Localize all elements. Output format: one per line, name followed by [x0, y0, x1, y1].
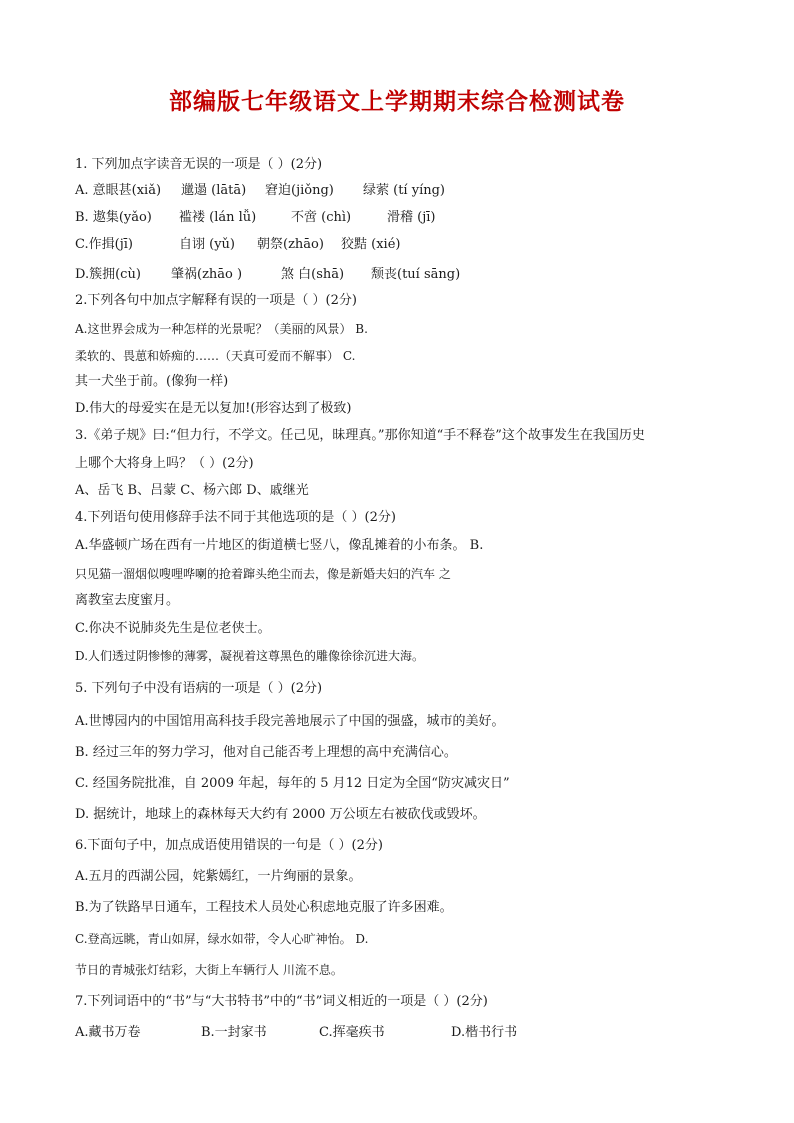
question-5-option-c: C. 经国务院批准，自 2009 年起，每年的 5 月12 日定为全国“防灾减灾日” [75, 776, 510, 791]
question-6-stem: 6.下面句子中，加点成语使用错误的一句是（ ）(2分) [75, 838, 383, 853]
question-4-option-c: C.你决不说肺炎先生是位老侠士。 [75, 621, 271, 636]
question-4-option-a: A.华盛顿广场在西有一片地区的街道横七竖八，像乱摊着的小布条。 B. [75, 538, 484, 553]
option-c-item-1: C.作揖(jī) [75, 237, 133, 252]
question-4-option-b-line-2: 离教室去度蜜月。 [75, 593, 180, 608]
option-b-item-2: 褴褛 (lán lǚ) [179, 210, 257, 225]
option-b-item-4: 滑稽 (jī) [387, 210, 436, 225]
option-c-item-3: 朝祭(zhāo) [257, 237, 324, 252]
question-1-option-c [75, 236, 400, 254]
option-d-item-3: 煞 白(shā) [281, 267, 345, 282]
question-1-option-d [75, 266, 460, 284]
question-5-option-a: A.世博园内的中国馆用高科技手段完善地展示了中国的强盛，城市的美好。 [75, 714, 505, 729]
question-7-options [75, 1024, 517, 1042]
option-a-item-3: 窘迫(jiǒng) [265, 183, 334, 198]
question-5-stem: 5. 下列句子中没有语病的一项是（ ）(2分) [75, 681, 323, 696]
question-3-options: A、岳飞 B、吕蒙 C、杨六郎 D、戚继光 [75, 483, 309, 498]
question-5-option-d: D. 据统计，地球上的森林每天大约有 2000 万公顷左右被砍伐或毁坏。 [75, 807, 486, 822]
option-c-item-2: 自诩 (yǔ) [179, 237, 235, 252]
question-2-option-c: 其一犬坐于前。(像狗一样) [75, 374, 229, 389]
question-3-stem-line-1: 3.《弟子规》曰:“但力行，不学文。任己见，昧理真。”那你知道“手不释卷”这个故事发生在我国历史 [75, 428, 645, 443]
question-1-option-b [75, 209, 435, 227]
option-d-item-2: 肇祸(zhāo ) [171, 267, 243, 282]
option-c-item-4: 狡黠 (xié) [341, 237, 401, 252]
option-a-item-4: 绿萦 (tí yíng) [363, 183, 445, 198]
question-4-option-b-line-1: 只见猫一溜烟似嗖哩哗喇的抢着蹿头绝尘而去，像是新婚夫妇的汽车 之 [75, 567, 451, 581]
question-1-option-a [75, 182, 445, 200]
question-5-option-b: B. 经过三年的努力学习，他对自己能否考上理想的高中充满信心。 [75, 745, 457, 760]
option-a-item-1: A. 意眼甚(xiǎ) [75, 183, 162, 198]
question-6-option-a: A.五月的西湖公园，姹紫嫣红，一片绚丽的景象。 [75, 869, 362, 884]
question-7-option-b: B.一封家书 [201, 1025, 267, 1040]
question-7-option-c: C.挥毫疾书 [319, 1025, 385, 1040]
question-7-option-d: D.楷书行书 [451, 1025, 518, 1040]
question-2-option-d: D.伟大的母爱实在是无以复加!(形容达到了极致) [75, 401, 352, 416]
question-2-stem: 2.下列各句中加点字解释有误的一项是（ ）(2分) [75, 293, 357, 308]
question-6-option-b: B.为了铁路早日通车，工程技术人员处心积虑地克服了许多困难。 [75, 900, 453, 915]
question-7-stem: 7.下列词语中的“书”与“大书特书”中的“书”词义相近的一项是（ ）(2分) [75, 994, 488, 1009]
option-b-item-3: 不啻 (chì) [291, 210, 352, 225]
exam-title: 部编版七年级语文上学期期末综合检测试卷 [169, 88, 625, 115]
option-d-item-4: 颓丧(tuí sāng) [371, 267, 461, 282]
option-d-item-1: D.簇拥(cù) [75, 267, 141, 282]
question-2-option-a: A.这世界会成为一种怎样的光景呢？（美丽的风景） B. [75, 322, 368, 336]
question-4-option-d: D.人们透过阴惨惨的薄雾，凝视着这尊黑色的雕像徐徐沉进大海。 [75, 649, 425, 663]
option-a-item-2: 邋遢 (lātā) [181, 183, 247, 198]
question-6-option-c: C.登高远眺，青山如屏，绿水如带，令人心旷神怡。 D. [75, 932, 369, 946]
question-2-option-b: 柔软的、畏葸和娇痴的……（天真可爱而不解事） C. [75, 349, 356, 363]
question-6-option-d: 节日的青城张灯结彩，大街上车辆行人 川流不息。 [75, 963, 343, 977]
question-4-stem: 4.下列语句使用修辞手法不同于其他选项的是（ ）(2分) [75, 510, 396, 525]
question-7-option-a: A.藏书万卷 [75, 1025, 141, 1040]
question-3-stem-line-2: 上哪个大将身上吗？（ ）(2分) [75, 456, 254, 471]
option-b-item-1: B. 遨集(yǎo) [75, 210, 152, 225]
question-1-stem: 1. 下列加点字读音无误的一项是（ ）(2分) [75, 157, 323, 172]
